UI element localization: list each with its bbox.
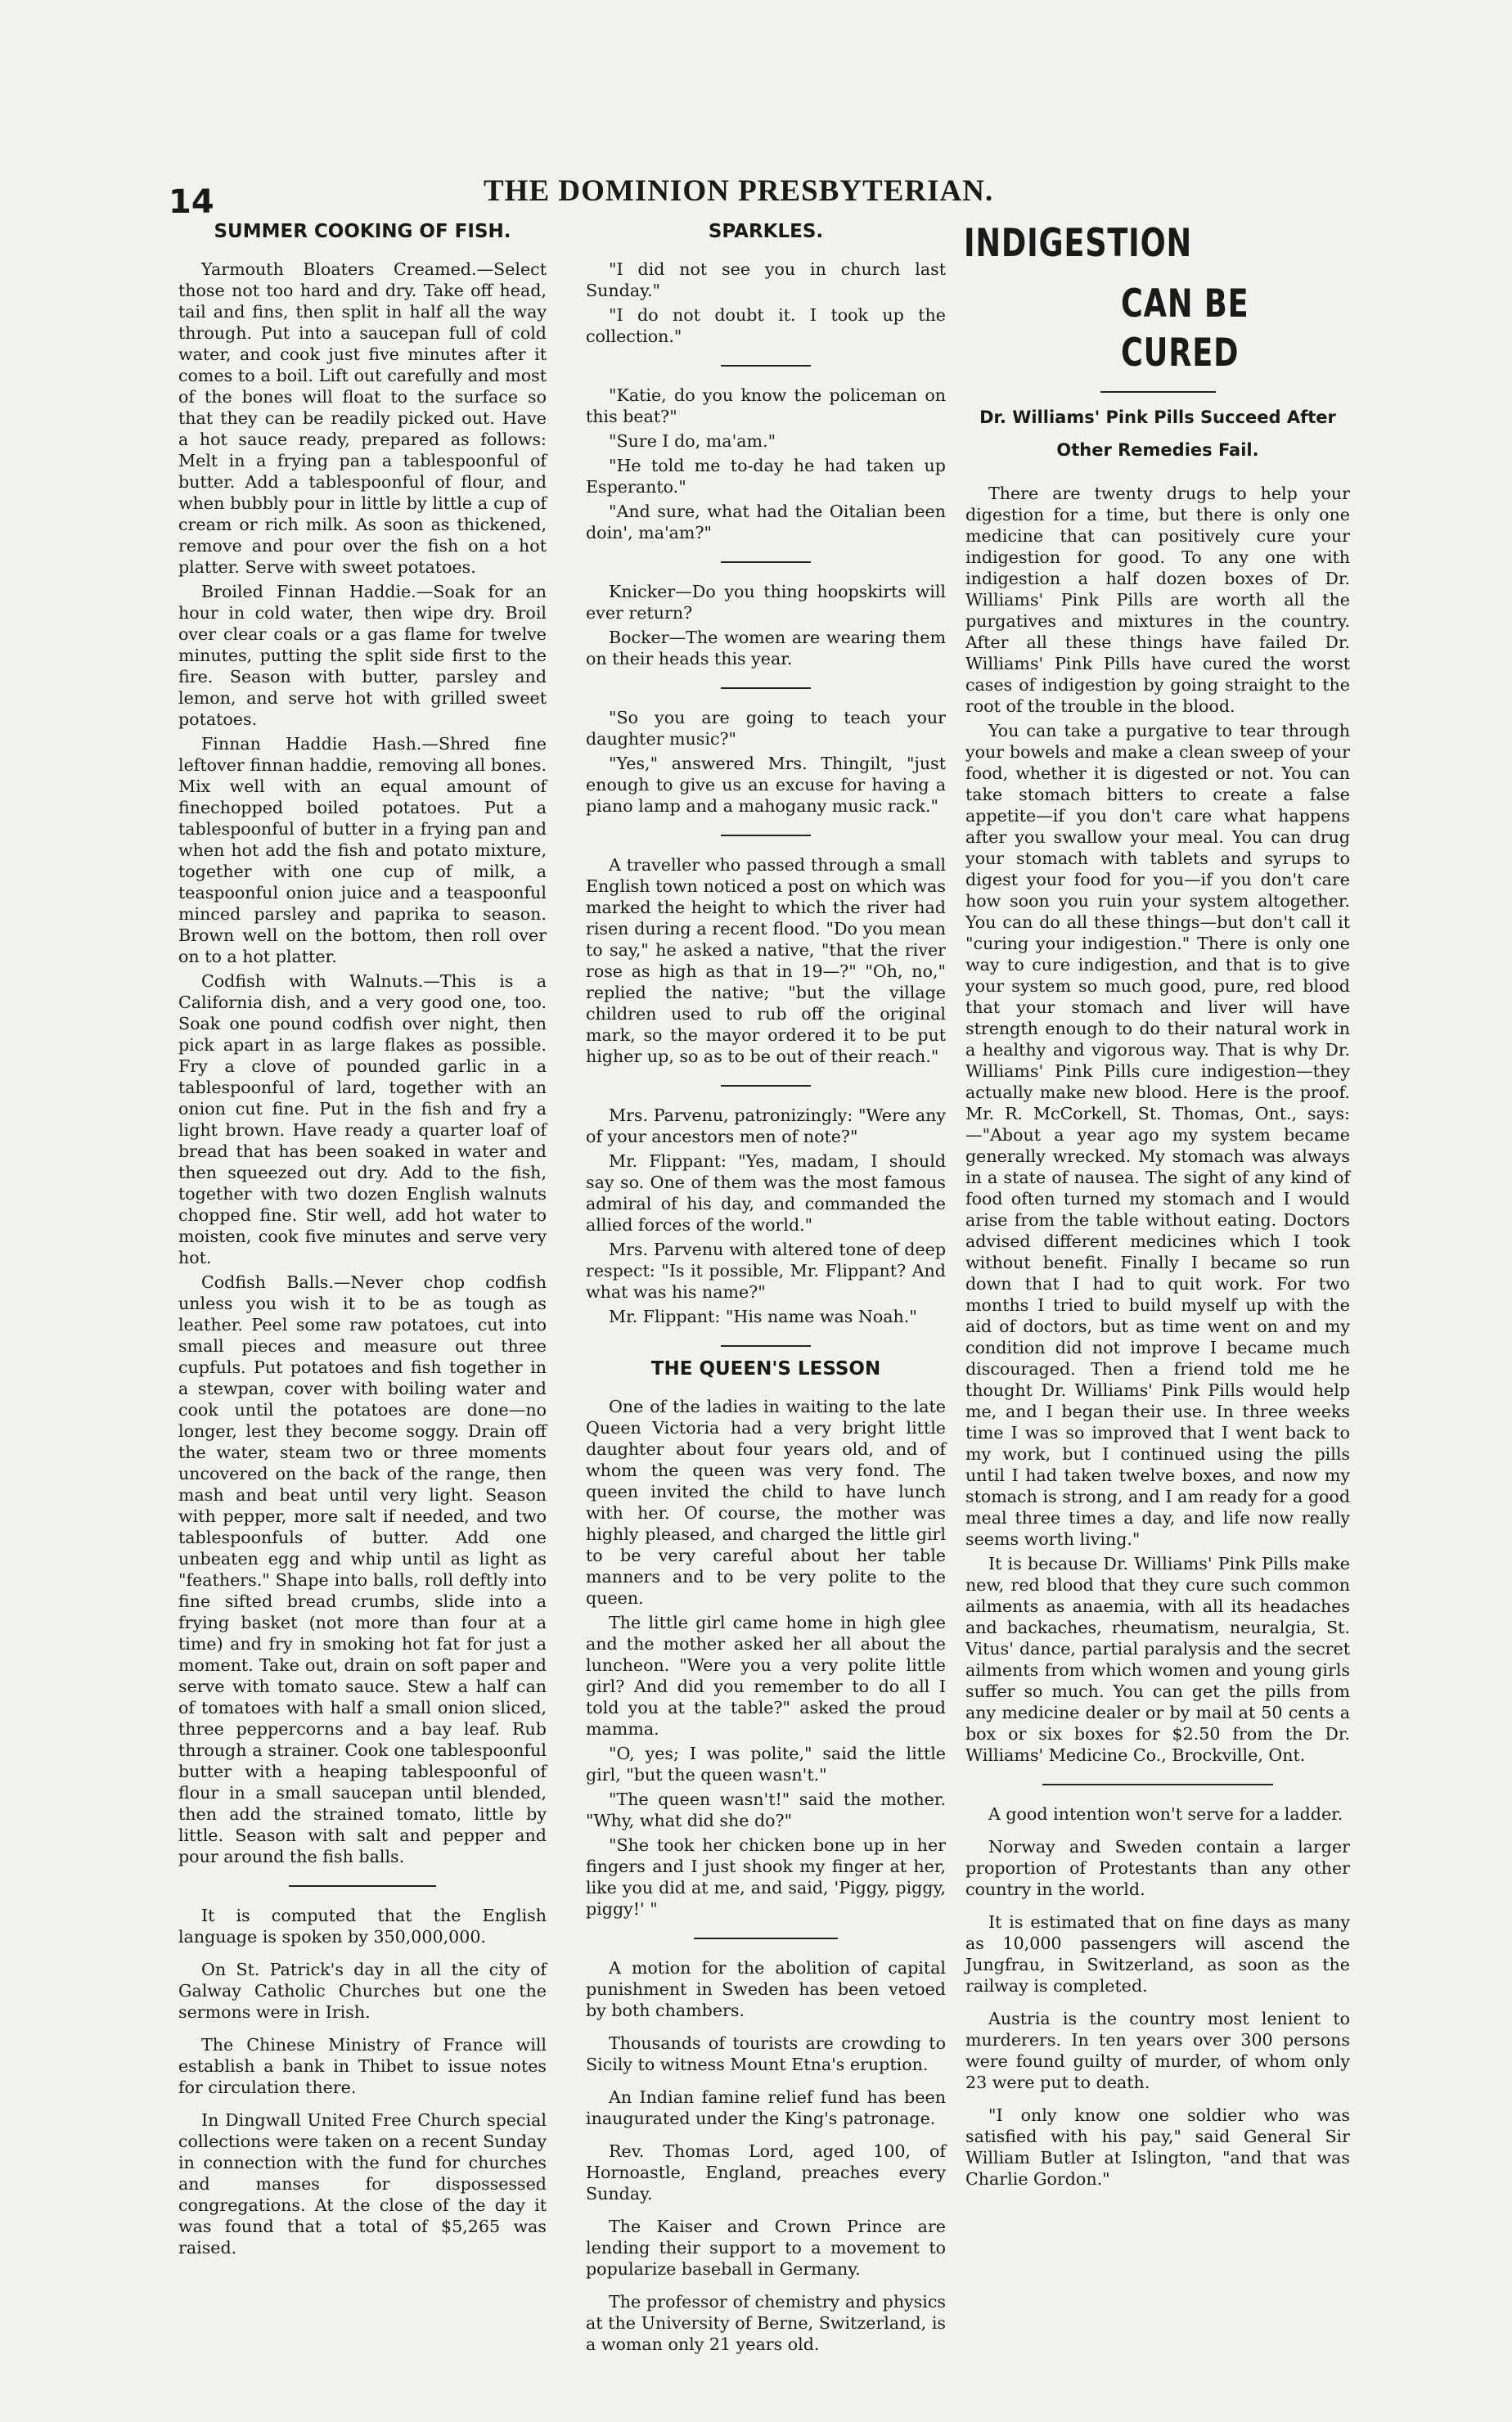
article-paragraph: Codfish Balls.—Never chop codfish unless you wish it to be as tough as leather. Peel some raw potatoes, cut into small pieces and measure out three cupfuls. Put potatoes and fish together in a stewpan, cover with boiling water and cook until the potatoes are done—no longer, lest they become soggy. Drain off the water, steam two or three moments uncovered on the back of the range, then mash and beat until very light. Season with pepper, more salt if needed, and two tablespoonfuls of butter. Add one unbeaten egg and whip until as light as "feathers." Shape into balls, roll deftly into fine sifted bread crumbs, slide into a frying basket (not more than four at a time) and fry in smoking hot fat for just a moment. Take out, drain on soft paper and serve with tomato sauce. Stew a half can of tomatoes with half a small onion sliced, three peppercorns and a bay leaf. Rub through a strainer. Cook one tablespoonful butter with a heaping tablespoonful of flour in a small saucepan until blended, then add the strained tomato, little by little. Season with salt and pepper and pour around the fish balls. [178,1272,547,1866]
joke-line: "Yes," answered Mrs. Thingilt, "just enough to give us an excuse for having a piano lamp and a mahogany music rack." [586,754,946,816]
story-paragraph: "She took her chicken bone up in her fingers and I just shook my finger at her, like you did at me, and said, 'Piggy, piggy, piggy!' " [586,1835,946,1919]
divider [1100,391,1216,393]
news-note: Austria is the country most lenient to murderers. In ten years over 300 persons were found guilty of murder, of whom only 23 were put to death. [965,2009,1350,2092]
advert-paragraph: There are twenty drugs to help your digestion for a time, but there is only one medicine that can positively cure your indigestion for good. To any one with indigestion a half dozen boxes of Dr. Williams' Pink Pills are worth all the purgatives and mixtures in the country. After all these things have failed Dr. Williams' Pink Pills have cured the worst cases of indigestion by going straight to the root of the trouble in the blood. [965,484,1350,716]
article-paragraph: Finnan Haddie Hash.—Shred fine leftover finnan haddie, removing all bones. Mix well with an equal amount of finechopped boiled potatoes. Put a tablespoonful of butter in a frying pan and when hot add the fish and potato mixture, together with one cup of milk, a teaspoonful onion juice and a teaspoonful minced parsley and paprika to season. Brown well on the bottom, then roll over on to a hot platter. [178,734,547,966]
story-paragraph: One of the ladies in waiting to the late Queen Victoria had a very bright little daughter about four years old, and of whom the queen was very fond. The queen invited the child to have lunch with her. Of course, the mother was highly pleased, and charged the little girl to be very careful about her table manners and to be very polite to the queen. [586,1397,946,1608]
article-paragraph: Broiled Finnan Haddie.—Soak for an hour in cold water, then wipe dry. Broil over clear coals or a gas flame for twelve minutes, putting the split side first to the fire. Season with butter, parsley and lemon, and serve hot with grilled sweet potatoes. [178,582,547,729]
page-number: 14 [169,183,214,221]
joke-line: Knicker—Do you thing hoopskirts will ever return? [586,582,946,623]
sparkles-title: SPARKLES. [708,221,824,242]
divider [289,1885,436,1887]
news-note: "I only know one soldier who was satisfied with his pay," said General Sir William Butler at Islington, "and that was Charlie Gordon." [965,2105,1350,2189]
divider [1042,1784,1273,1785]
news-note: Rev. Thomas Lord, aged 100, of Hornoastle, England, preaches every Sunday. [586,2141,946,2204]
advert-paragraph: It is because Dr. Williams' Pink Pills make new, red blood that they cure such common ailments as anaemia, with all its headaches and backaches, rheumatism, neuralgia, St. Vitus' dance, partial paralysis and the secret ailments from which women and young girls suffer so much. You can get the pills from any medicine dealer or by mail at 50 cents a box or six boxes for $2.50 from the Dr. Williams' Medicine Co., Brockville, Ont. [965,1554,1350,1765]
joke-line: "Katie, do you know the policeman on this beat?" [586,385,946,426]
headline-can-be-cured: CAN BE CURED [1121,281,1249,376]
divider [721,687,811,689]
masthead: THE DOMINION PRESBYTERIAN. [484,174,994,208]
column-middle [586,221,946,2358]
joke-line: "I did not see you in church last Sunday." [586,259,946,300]
joke-line: "He told me to-day he had taken up Esperanto." [586,456,946,497]
page-header [169,173,1478,223]
queens-lesson-title: THE QUEEN'S LESSON [650,1358,881,1380]
story-paragraph: The little girl came home in high glee and the mother asked her all about the luncheon. "Were you a very polite little girl? And did you remember to do all I told you at the table?" asked the proud mamma. [586,1613,946,1739]
joke-line: A traveller who passed through a small English town noticed a post on which was marked the height to which the river had risen during a recent flood. "Do you mean to say," he asked a native, "that the river rose as high as that in 19—?" "Oh, no," replied the native; "but the village children used to rub off the original mark, so the mayor ordered it to be put higher up, so as to be out of their reach." [586,855,946,1066]
news-note: On St. Patrick's day in all the city of Galway Catholic Churches but one the sermons were in Irish. [178,1960,547,2022]
divider [721,561,811,563]
headline-indigestion: INDIGESTION [964,221,1193,266]
joke-line: Mrs. Parvenu, patronizingly: "Were any of your ancestors men of note?" [586,1105,946,1146]
summer-cooking-title: SUMMER COOKING OF FISH. [214,221,511,242]
column-right [965,221,1350,2193]
joke-line: "I do not doubt it. I took up the collection." [586,305,946,346]
news-note: Norway and Sweden contain a larger proportion of Protestants than any other country in the world. [965,1837,1350,1899]
joke-line: Mr. Flippant: "Yes, madam, I should say so. One of them was the most famous admiral of his day, and commanded the allied forces of the world." [586,1151,946,1235]
news-note: A good intention won't serve for a ladder. [988,1804,1343,1824]
news-note: The Kaiser and Crown Prince are lending their support to a movement to popularize baseball in Germany. [586,2217,946,2279]
divider [721,835,811,836]
story-paragraph: "O, yes; I was polite," said the little girl, "but the queen wasn't." [586,1744,946,1785]
news-note: It is estimated that on fine days as many as 10,000 passengers will ascend the Jungfrau, in Switzerland, as soon as the railway is completed. [965,1912,1350,1996]
joke-line: "So you are going to teach your daughter music?" [586,708,946,749]
news-note: It is computed that the English language is spoken by 350,000,000. [178,1906,547,1947]
advert-subhead: Dr. Williams' Pink Pills Succeed After Other Remedies Fail. [979,407,1336,460]
divider [721,365,811,367]
article-paragraph: Codfish with Walnuts.—This is a California dish, and a very good one, too. Soak one pound codfish over night, then pick apart in as large flakes as possible. Fry a clove of pounded garlic in a tablespoonful of lard, together with an onion cut fine. Put in the fish and fry a light brown. Have ready a quarter loaf of bread that has been soaked in water and then squeezed out dry. Add to the fish, together with two dozen English walnuts chopped fine. Stir well, add hot water to moisten, cook five minutes and serve very hot. [178,971,547,1267]
news-note: An Indian famine relief fund has been inaugurated under the King's patronage. [586,2087,946,2128]
article-paragraph: Yarmouth Bloaters Creamed.—Select those not too hard and dry. Take off head, tail and fins, then split in half all the way through. Put into a saucepan full of cold water, and cook just five minutes after it comes to a boil. Lift out carefully and most of the bones will float to the surface so that they can be readily picked out. Have a hot sauce ready, prepared as follows: Melt in a frying pan a tablespoonful of butter. Add a tablespoonful of flour, and when bubbly pour in little by little a cup of cream or rich milk. As soon as thickened, remove and pour over the fish on a hot platter. Serve with sweet potatoes. [178,259,547,577]
advert-paragraph: You can take a purgative to tear through your bowels and make a clean sweep of your food, whether it is digested or not. You can take stomach bitters to create a false appetite—if you don't care what happens after you swallow your meal. You can drug your stomach with tablets and syrups to digest your food for you—if you don't care how soon you ruin your system altogether. You can do all these things—but don't call it "curing your indigestion." There is only one way to cure indigestion, and that is to give your system so much good, pure, red blood that your stomach and liver will have strength enough to do their natural work in a healthy and vigorous way. That is why Dr. Williams' Pink Pills cure indigestion—they actually make new blood. Here is the proof. Mr. R. McCorkell, St. Thomas, Ont., says:—"About a year ago my system became generally wrecked. My stomach was always in a state of nausea. The sight of any kind of food often turned my stomach and I would arise from the table without eating. Doctors advised different medicines which I took without benefit. Finally I became so run down that I had to quit work. For two months I tried to build myself up with the aid of doctors, but as time went on and my condition did not improve I became much discouraged. Then a friend told me he thought Dr. Williams' Pink Pills would help me, and I began their use. In three weeks time I was so improved that I went back to my work, but I continued using the pills until I had taken twelve boxes, and now my stomach is strong, and I am ready for a good meal three times a day, and life now really seems worth living." [965,721,1350,1549]
column-left [178,221,547,2262]
news-note: A motion for the abolition of capital punishment in Sweden has been vetoed by both chambers. [586,1958,946,2020]
joke-line: Bocker—The women are wearing them on their heads this year. [586,628,946,669]
joke-line: Mr. Flippant: "His name was Noah." [609,1307,917,1326]
divider [721,1085,811,1087]
news-note: Thousands of tourists are crowding to Sicily to witness Mount Etna's eruption. [586,2033,946,2074]
story-paragraph: "The queen wasn't!" said the mother. "Why, what did she do?" [586,1789,946,1830]
news-note: The professor of chemistry and physics at the University of Berne, Switzerland, is a woman only 21 years old. [586,2292,946,2354]
joke-line: "Sure I do, ma'am." [609,431,776,451]
news-note: In Dingwall United Free Church special collections were taken on a recent Sunday in connection with the fund for churches and manses for dispossessed congregations. At the close of the day it was found that a total of $5,265 was raised. [178,2110,547,2258]
joke-line: Mrs. Parvenu with altered tone of deep respect: "Is it possible, Mr. Flippant? And what was his name?" [586,1240,946,1302]
divider [694,1938,838,1939]
joke-line: "And sure, what had the Oitalian been doin', ma'am?" [586,502,946,542]
news-note: The Chinese Ministry of France will establish a bank in Thibet to issue notes for circulation there. [178,2035,547,2097]
divider [721,1345,811,1347]
